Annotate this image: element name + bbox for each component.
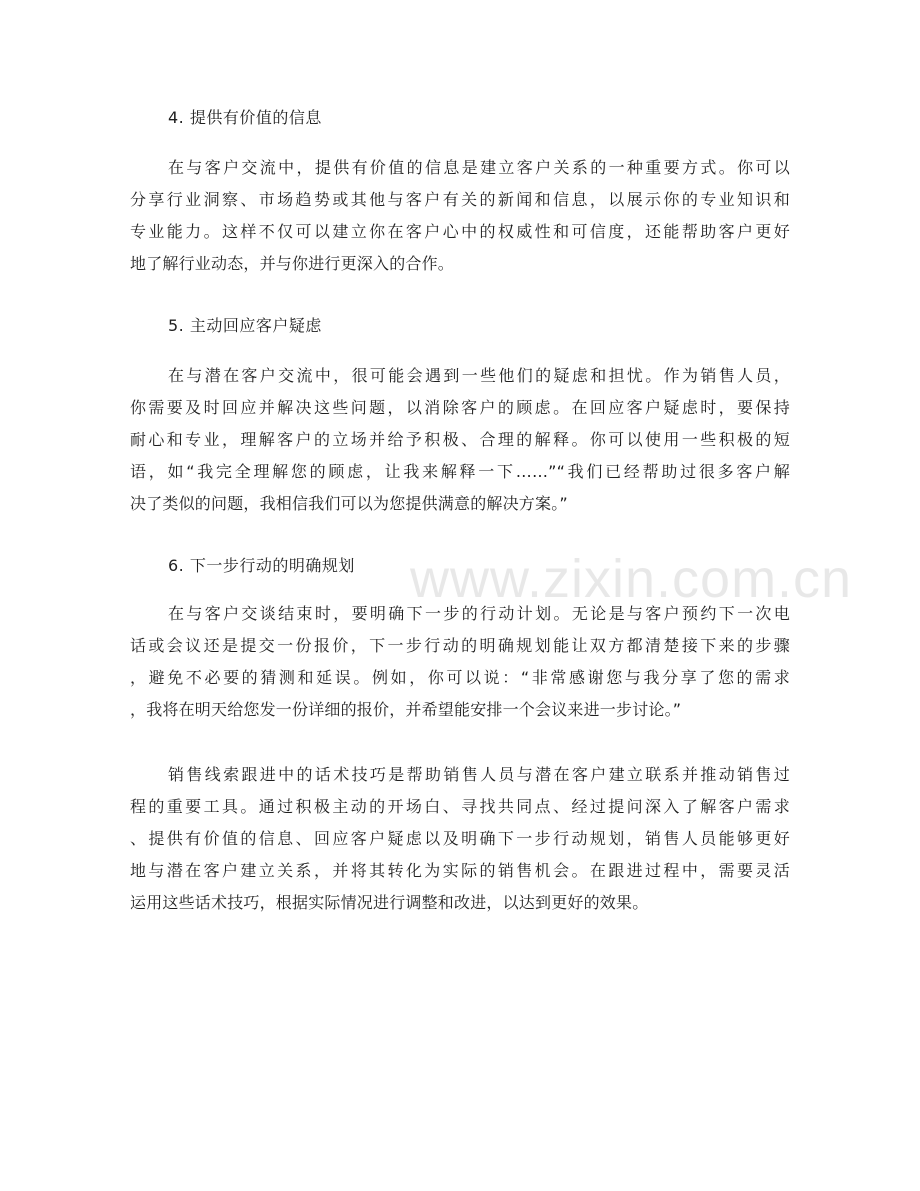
section-6-heading: 6. 下一步行动的明确规划 (168, 556, 355, 575)
section-4-heading: 4. 提供有价值的信息 (168, 108, 322, 127)
paragraph-line: 语，如“我完全理解您的顾虑，让我来解释一下……”“我们已经帮助过很多客户解 (130, 462, 790, 481)
paragraph-line: 运用这些话术技巧，根据实际情况进行调整和改进，以达到更好的效果。 (130, 893, 649, 912)
paragraph-line: 在与客户交谈结束时，要明确下一步的行动计划。无论是与客户预约下一次电 (168, 604, 790, 623)
paragraph-line: 分享行业洞察、市场趋势或其他与客户有关的新闻和信息，以展示你的专业知识和 (130, 190, 790, 209)
section-5-heading: 5. 主动回应客户疑虑 (168, 316, 322, 335)
paragraph-line: 销售线索跟进中的话术技巧是帮助销售人员与潜在客户建立联系并推动销售过 (168, 765, 790, 784)
paragraph-line: 在与客户交流中，提供有价值的信息是建立客户关系的一种重要方式。你可以 (168, 158, 790, 177)
watermark: www.zixin.com.cn (410, 549, 853, 609)
paragraph-line: 程的重要工具。通过积极主动的开场白、寻找共同点、经过提问深入了解客户需求 (130, 797, 790, 816)
paragraph-line: 、提供有价值的信息、回应客户疑虑以及明确下一步行动规划，销售人员能够更好 (130, 829, 790, 848)
paragraph-line: 专业能力。这样不仅可以建立你在客户心中的权威性和可信度，还能帮助客户更好 (130, 222, 790, 241)
paragraph-line: 话或会议还是提交一份报价，下一步行动的明确规划能让双方都清楚接下来的步骤 (130, 636, 790, 655)
paragraph-line: 地与潜在客户建立关系，并将其转化为实际的销售机会。在跟进过程中，需要灵活 (130, 861, 790, 880)
conclusion-paragraph (130, 759, 790, 919)
paragraph-line: 决了类似的问题，我相信我们可以为您提供满意的解决方案。” (130, 494, 568, 513)
paragraph-line: 在与潜在客户交流中，很可能会遇到一些他们的疑虑和担忧。作为销售人员， (168, 366, 790, 385)
paragraph-line: 耐心和专业，理解客户的立场并给予积极、合理的解释。你可以使用一些积极的短 (130, 430, 790, 449)
paragraph-line: ，避免不必要的猜测和延误。例如，你可以说：“非常感谢您与我分享了您的需求 (130, 668, 790, 687)
paragraph-line: 你需要及时回应并解决这些问题，以消除客户的顾虑。在回应客户疑虑时，要保持 (130, 398, 790, 417)
paragraph-line: ，我将在明天给您发一份详细的报价，并希望能安排一个会议来进一步讨论。” (130, 700, 682, 719)
section-5-paragraph (130, 360, 790, 520)
paragraph-line: 地了解行业动态，并与你进行更深入的合作。 (130, 254, 455, 273)
section-6-paragraph (130, 598, 790, 726)
section-4-paragraph (130, 152, 790, 280)
